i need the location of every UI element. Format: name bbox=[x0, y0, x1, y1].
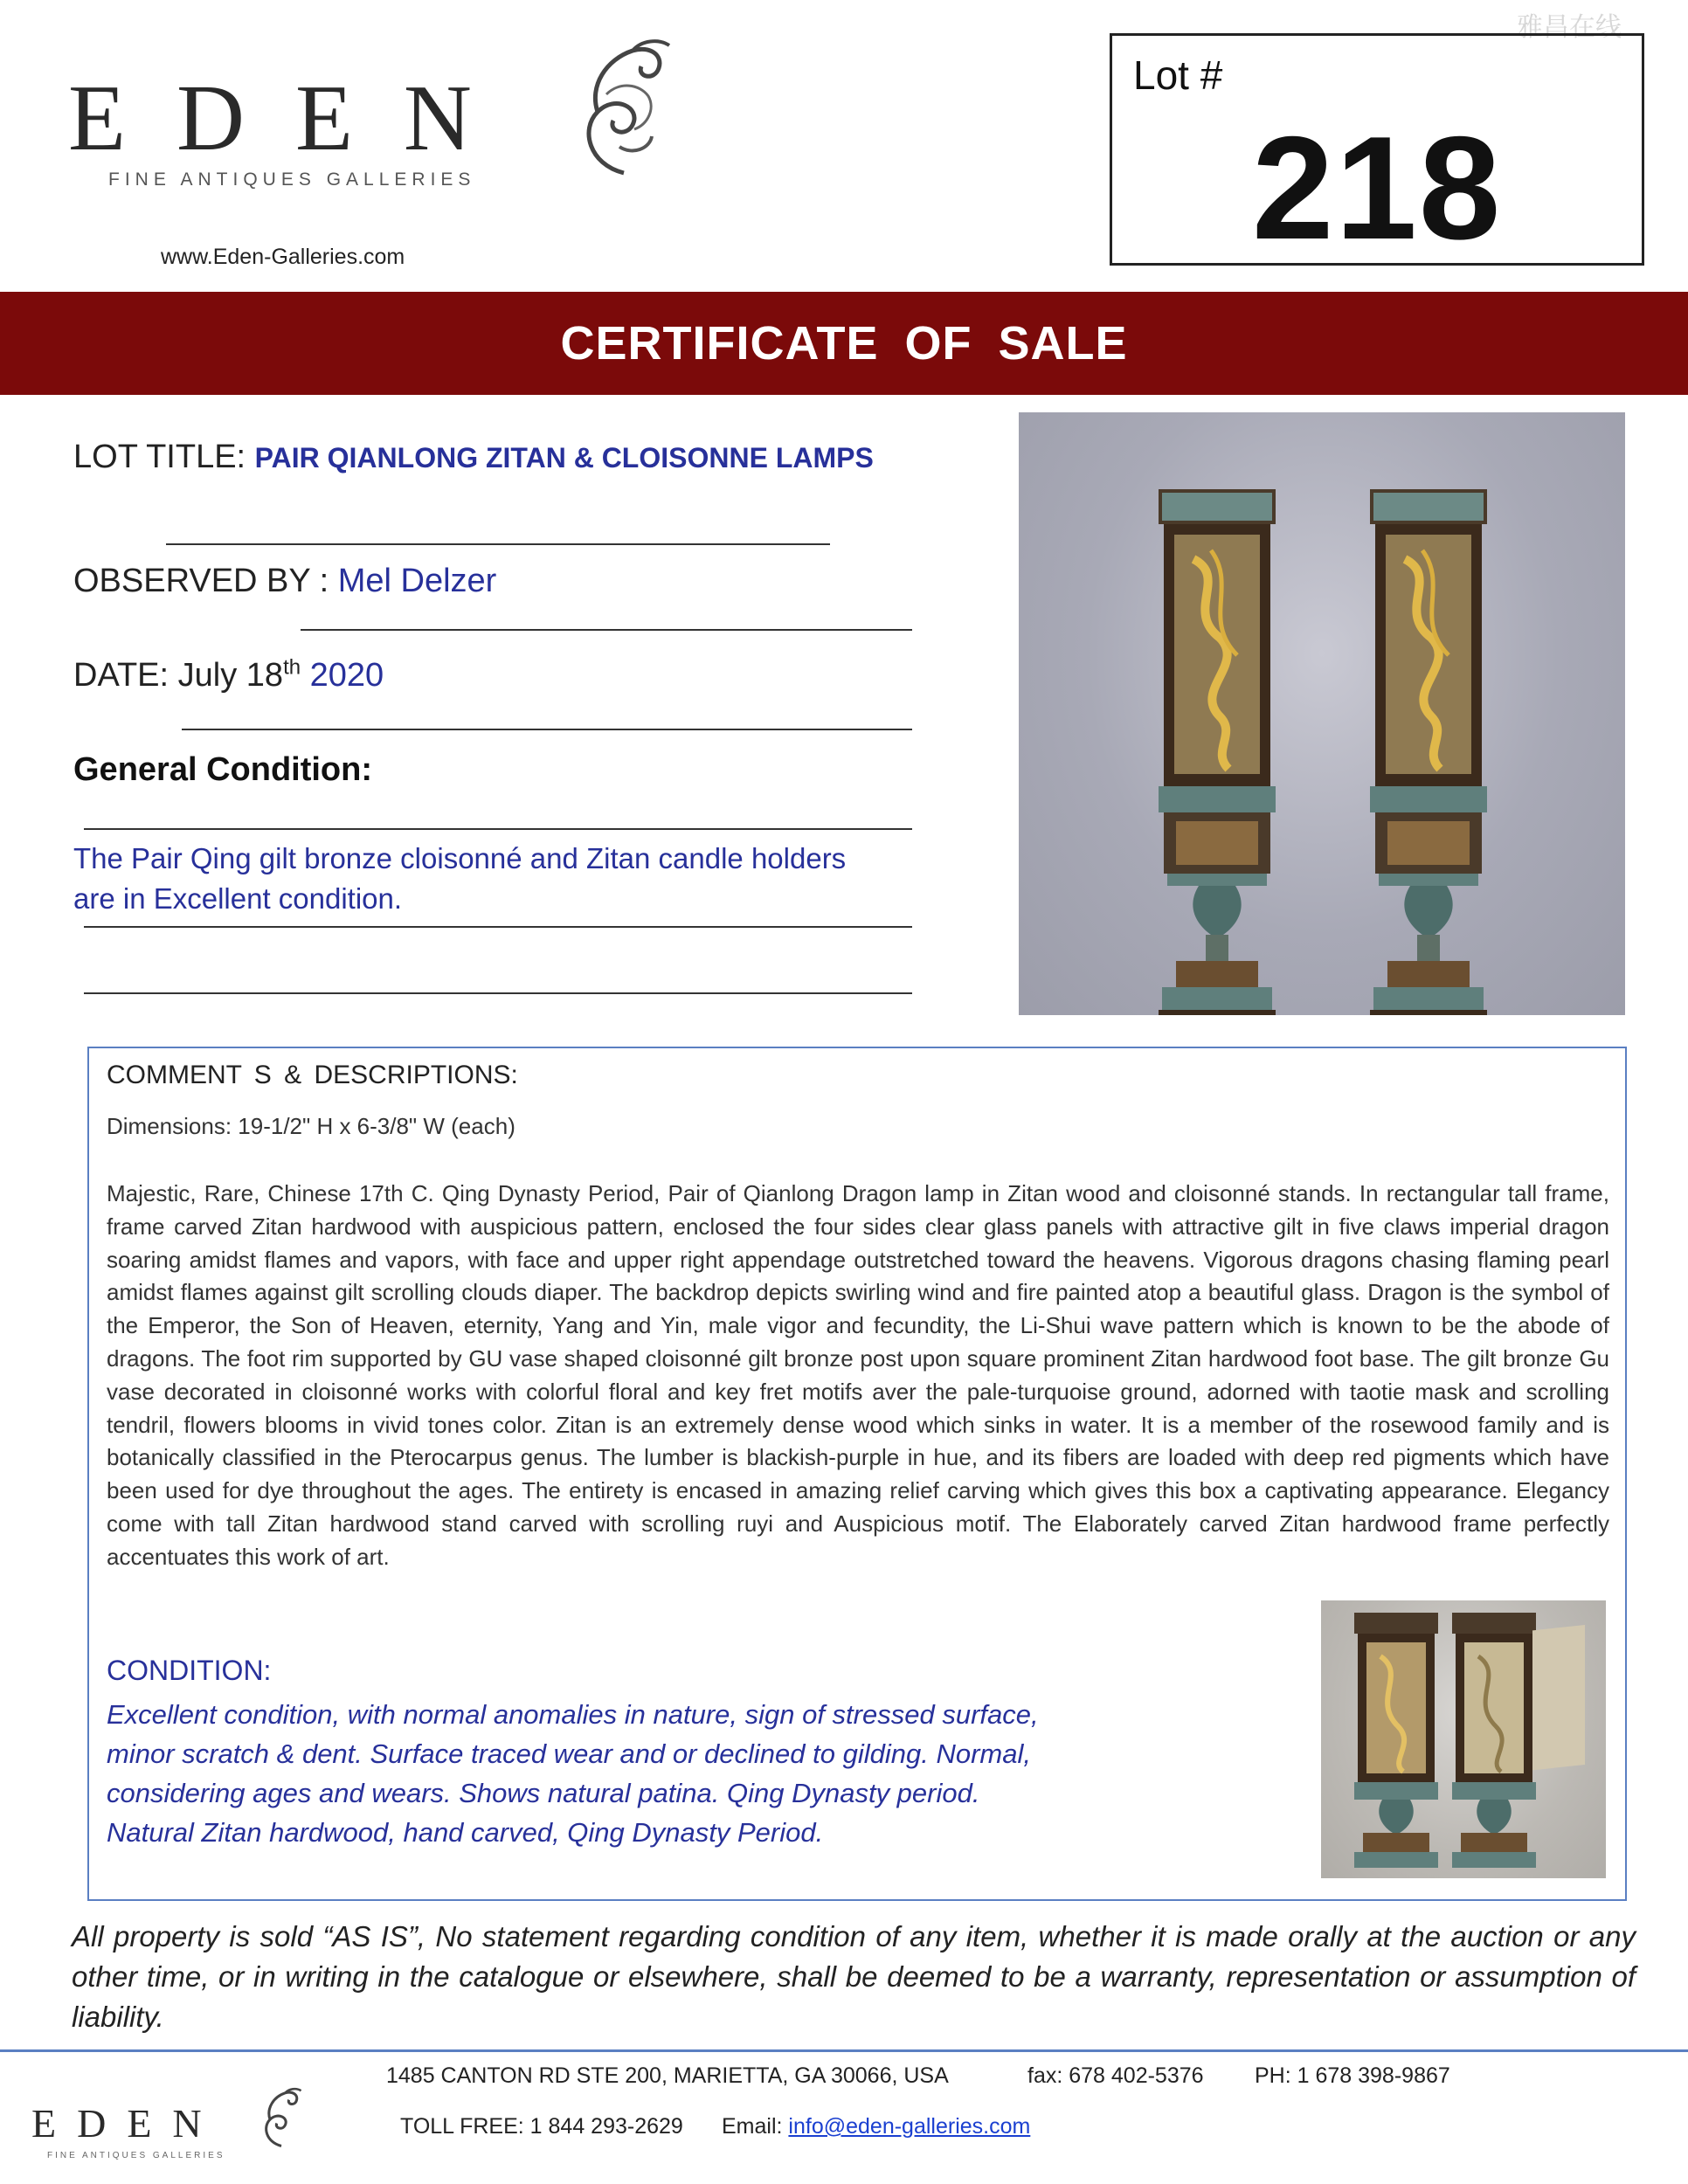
observed-by-label: OBSERVED BY : bbox=[73, 563, 329, 599]
acanthus-leaf-icon bbox=[571, 33, 676, 182]
footer-phone: PH: 1 678 398-9867 bbox=[1255, 2063, 1450, 2088]
certificate-title: CERTIFICATE OF SALE bbox=[560, 317, 1128, 370]
condition-underline-2 bbox=[84, 992, 912, 994]
date-label: DATE: bbox=[73, 657, 169, 694]
lot-title-value: PAIR QIANLONG ZITAN & CLOISONNE LAMPS bbox=[254, 442, 874, 473]
date-suffix: th bbox=[283, 655, 301, 680]
general-condition-line: The Pair Qing gilt bronze cloisonné and Zitan candle holders bbox=[73, 842, 847, 874]
condition-line: Excellent condition, with normal anomalies in nature, sign of stressed surface, bbox=[107, 1699, 1039, 1730]
footer-acanthus-leaf-icon bbox=[259, 2084, 304, 2151]
comments-heading: COMMENT S & DESCRIPTIONS: bbox=[107, 1061, 518, 1089]
lamp-right bbox=[1370, 489, 1487, 1015]
date-year: 2020 bbox=[309, 657, 384, 694]
general-condition-text bbox=[73, 839, 912, 919]
lamps-photo bbox=[1019, 412, 1625, 1015]
logo-subtitle: FINE ANTIQUES GALLERIES bbox=[108, 169, 476, 190]
observed-by-underline bbox=[301, 629, 912, 631]
general-condition-line: are in Excellent condition. bbox=[73, 882, 403, 915]
footer-toll-free: TOLL FREE: 1 844 293-2629 bbox=[400, 2114, 683, 2139]
observed-by-value: Mel Delzer bbox=[337, 563, 497, 599]
website-url[interactable]: www.Eden-Galleries.com bbox=[161, 245, 405, 269]
date-field bbox=[73, 657, 384, 695]
footer-divider bbox=[0, 2049, 1688, 2052]
date-underline bbox=[182, 729, 912, 730]
observed-by-field bbox=[73, 563, 496, 600]
lamps-open-photo bbox=[1321, 1600, 1606, 1878]
footer-fax: fax: 678 402-5376 bbox=[1027, 2063, 1204, 2088]
lamp-left bbox=[1159, 489, 1276, 1015]
date-day: July 18 bbox=[177, 657, 284, 694]
footer-email-field bbox=[722, 2114, 1030, 2139]
watermark: 雅昌在线 bbox=[1517, 13, 1622, 42]
certificate-banner bbox=[0, 292, 1688, 395]
disclaimer-text: All property is sold “AS IS”, No statement regarding condition of any item, whether it is made orally at the auction or any other time, or in writing in the catalogue or elsewhere, shall be deemed to be a warranty, representation or assumption of liability. bbox=[72, 1920, 1636, 2033]
condition-line: minor scratch & dent. Surface traced wear and or declined to gilding. Normal, bbox=[107, 1738, 1031, 1769]
condition-heading: CONDITION: bbox=[107, 1655, 272, 1686]
lot-number-box bbox=[1110, 33, 1644, 270]
condition-underline-1 bbox=[84, 926, 912, 928]
lot-number: 218 bbox=[1252, 106, 1503, 270]
dimensions-text: Dimensions: 19-1/2" H x 6-3/8" W (each) bbox=[107, 1113, 515, 1139]
footer-logo-subtitle: FINE ANTIQUES GALLERIES bbox=[47, 2151, 225, 2160]
general-condition-underline bbox=[84, 828, 912, 830]
condition-line: Natural Zitan hardwood, hand carved, Qing Dynasty Period. bbox=[107, 1817, 824, 1848]
condition-text bbox=[107, 1695, 1155, 1852]
footer-email-link[interactable]: info@eden-galleries.com bbox=[788, 2114, 1031, 2139]
lot-label: Lot # bbox=[1133, 52, 1223, 98]
condition-line: considering ages and wears. Shows natural patina. Qing Dynasty period. bbox=[107, 1778, 980, 1808]
lot-title-underline bbox=[166, 543, 830, 545]
footer-logo-wordmark: EDEN bbox=[31, 2101, 223, 2146]
lot-title-field bbox=[73, 439, 874, 476]
footer-email-label: Email: bbox=[722, 2114, 783, 2139]
footer-address: 1485 CANTON RD STE 200, MARIETTA, GA 30066, USA bbox=[386, 2063, 949, 2088]
lot-title-label: LOT TITLE: bbox=[73, 439, 246, 475]
logo-wordmark: EDEN bbox=[68, 66, 522, 170]
general-condition-label: General Condition: bbox=[73, 751, 372, 788]
description-text: Majestic, Rare, Chinese 17th C. Qing Dynasty Period, Pair of Qianlong Dragon lamp in Zitan wood and cloisonné stands. In rectangular tall frame, frame carved Zitan hardwood with auspicious pattern, enclosed the four sides clear glass panels with attractive gilt in five claws imperial dragon soaring amidst flames and vapors, with face and upper right appendage outstretched toward the heavens. Vigorous dragons chasing flaming pearl amidst flames against gilt scrolling clouds diaper. The backdrop depicts swirling wind and fire painted atop a beautiful glass. Dragon is the symbol of the Emperor, the Son of Heaven, eternity, Yang and Yin, male vigor and fecundity, the Li-Shui wave pattern which is known to be the abode of dragons. The foot rim supported by GU vase shaped cloisonné gilt bronze post upon square prominent Zitan hardwood foot base. The gilt bronze Gu vase decorated in cloisonné works with colorful floral and key fret motifs aver the pale-turquoise ground, adorned with taotie mask and scrolling tendril, flowers blooms in vivid tones color. Zitan is an extremely dense wood which sinks in water. It is a member of the rosewood family and is botanically classified in the Pterocarpus genus. The lumber is blackish-purple in hue, and its fibers are loaded with deep red pigments which have been used for dye throughout the ages. The entirety is encased in amazing relief carving which gives this box a captivating appearance. Elegancy come with tall Zitan hardwood stand carved with scrolling ruyi and Auspicious motif. The Elaborately carved Zitan hardwood frame perfectly accentuates this work of art. bbox=[107, 1180, 1609, 1570]
